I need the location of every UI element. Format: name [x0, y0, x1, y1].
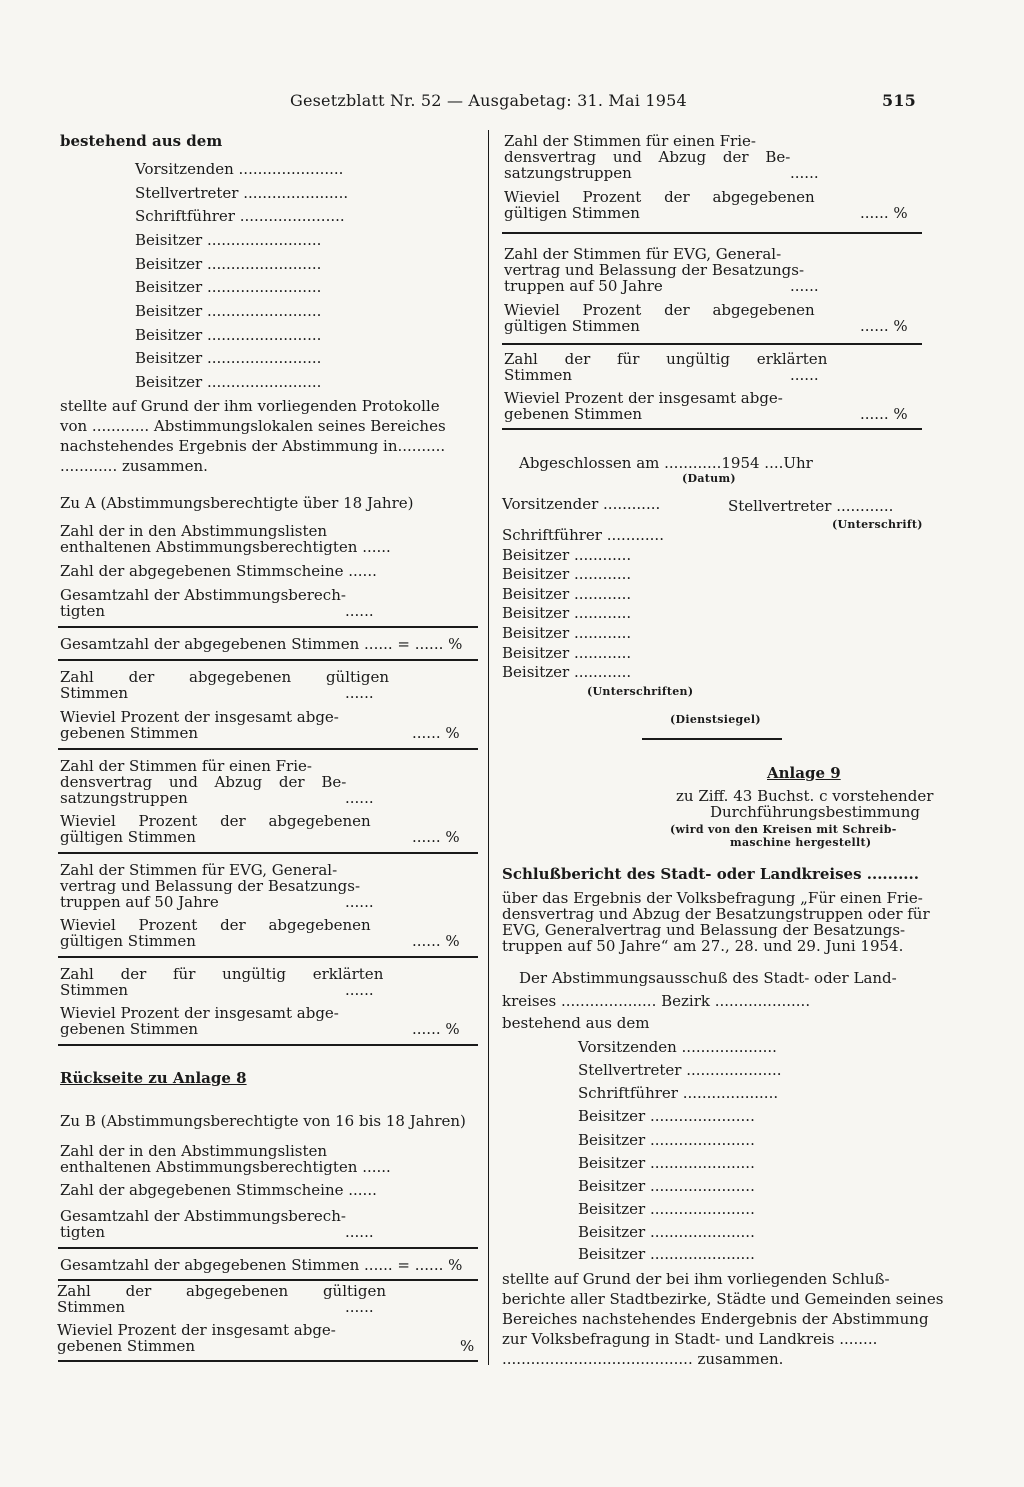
role-line: Schriftführer .................... [578, 1084, 779, 1102]
role-line: Beisitzer ...................... [578, 1200, 755, 1218]
b1-line: enthaltenen Abstimmungsberechtigten ...... [60, 1158, 391, 1176]
role-line: Beisitzer ........................ [135, 302, 322, 320]
rueckseite-heading: Rückseite zu Anlage 8 [60, 1069, 247, 1087]
r3-dots: ...... [790, 277, 819, 295]
r2-dots: ...... % [860, 204, 908, 222]
b1-line: Zahl der in den Abstimmungslisten [60, 1142, 328, 1160]
b3-dots: ...... [345, 1223, 374, 1241]
sig-line: Beisitzer ............ [502, 644, 632, 662]
a7-line: densvertrag und Abzug der Be- [60, 773, 347, 791]
rule [502, 428, 922, 430]
a5-line: Zahl der abgegebenen gültigen [60, 668, 389, 686]
r6-dots: ...... % [860, 405, 908, 423]
final-line: stellte auf Grund der bei ihm vorliegenden Schluß- [502, 1270, 890, 1288]
a10-line: Wieviel Prozent der abgegebenen [60, 916, 371, 934]
rule [642, 738, 782, 740]
unterschriften-label: (Unterschriften) [587, 685, 694, 698]
role-line: Vorsitzenden .................... [578, 1038, 777, 1056]
page-number: 515 [882, 91, 916, 110]
r3-line: vertrag und Belassung der Besatzungs- [504, 261, 805, 279]
b5-dots: ...... [345, 1298, 374, 1316]
b5-line: Stimmen [57, 1298, 126, 1316]
anlage-note-line: maschine hergestellt) [730, 836, 872, 849]
a9-line: vertrag und Belassung der Besatzungs- [60, 877, 361, 895]
a1-line: Zahl der in den Abstimmungslisten [60, 522, 328, 540]
section-heading-a: Zu A (Abstimmungsberechtigte über 18 Jahre) [60, 494, 414, 512]
role-line: Beisitzer ...................... [578, 1223, 755, 1241]
anlage-sub-line: Durchführungsbestimmung [710, 803, 920, 821]
rule [502, 343, 922, 345]
a9-line: Zahl der Stimmen für EVG, General- [60, 861, 338, 879]
unterschrift-label: (Unterschrift) [832, 518, 923, 531]
r1-dots: ...... [790, 164, 819, 182]
sig-line: Beisitzer ............ [502, 546, 632, 564]
sig-line: Schriftführer ............ [502, 526, 664, 544]
sig-line: Beisitzer ............ [502, 624, 632, 642]
sig-line: Beisitzer ............ [502, 663, 632, 681]
a7-line: Zahl der Stimmen für einen Frie- [60, 757, 312, 775]
r2-line: Wieviel Prozent der abgegebenen [504, 188, 815, 206]
para-line: ............ zusammen. [60, 457, 208, 475]
b3-line: tigten [60, 1223, 105, 1241]
role-line: Beisitzer ...................... [578, 1177, 755, 1195]
role-line: Beisitzer ........................ [135, 231, 322, 249]
r1-line: satzungstruppen [504, 164, 632, 182]
rule [58, 1279, 478, 1281]
b6-line: gebenen Stimmen [57, 1337, 196, 1355]
rule [58, 956, 478, 958]
role-line: Beisitzer ........................ [135, 373, 322, 391]
ausschuss-line: Der Abstimmungsausschuß des Stadt- oder Land- [519, 969, 897, 987]
a2-line: Zahl der abgegebenen Stimmscheine ...... [60, 562, 377, 580]
rule [502, 232, 922, 234]
para-line: stellte auf Grund der ihm vorliegenden Protokolle [60, 397, 440, 415]
final-line: Bereiches nachstehendes Endergebnis der Abstimmung [502, 1310, 929, 1328]
a6-line: Wieviel Prozent der insgesamt abge- [60, 708, 339, 726]
b5-line: Zahl der abgegebenen gültigen [57, 1282, 386, 1300]
b4-line: Gesamtzahl der abgegebenen Stimmen ...... = ...... % [60, 1256, 463, 1274]
left-intro: bestehend aus dem [60, 132, 223, 150]
rule [58, 852, 478, 854]
final-line: ........................................ zusammen. [502, 1350, 784, 1368]
r3-line: truppen auf 50 Jahre [504, 277, 663, 295]
role-line: Beisitzer ........................ [135, 278, 322, 296]
datum-label: (Datum) [682, 472, 736, 485]
a7-dots: ...... [345, 789, 374, 807]
a8-line: Wieviel Prozent der abgegebenen [60, 812, 371, 830]
sig-line: Beisitzer ............ [502, 585, 632, 603]
a11-line: Stimmen [60, 981, 129, 999]
right-intro: bestehend aus dem [502, 1014, 650, 1032]
role-line: Schriftführer ...................... [135, 207, 345, 225]
r4-dots: ...... % [860, 317, 908, 335]
r1-line: Zahl der Stimmen für einen Frie- [504, 132, 756, 150]
role-line: Beisitzer ........................ [135, 349, 322, 367]
role-line: Vorsitzenden ...................... [135, 160, 344, 178]
ausschuss-line: kreises .................... Bezirk .................... [502, 992, 811, 1010]
r3-line: Zahl der Stimmen für EVG, General- [504, 245, 782, 263]
b6-percent: % [460, 1337, 475, 1355]
a12-dots: ...... % [412, 1020, 460, 1038]
anlage-note-line: (wird von den Kreisen mit Schreib- [670, 823, 897, 836]
rule [58, 748, 478, 750]
a11-line: Zahl der für ungültig erklärten [60, 965, 384, 983]
para-line: von ............ Abstimmungslokalen seines Bereiches [60, 417, 446, 435]
section-heading-b: Zu B (Abstimmungsberechtigte von 16 bis 18 Jahren) [60, 1112, 466, 1130]
r2-line: gültigen Stimmen [504, 204, 640, 222]
a9-dots: ...... [345, 893, 374, 911]
a1-line: enthaltenen Abstimmungsberechtigten ...... [60, 538, 391, 556]
rule [58, 626, 478, 628]
r5-line: Stimmen [504, 366, 573, 384]
r1-line: densvertrag und Abzug der Be- [504, 148, 791, 166]
a5-line: Stimmen [60, 684, 129, 702]
role-line: Beisitzer ........................ [135, 255, 322, 273]
final-line: zur Volksbefragung in Stadt- und Landkreis ........ [502, 1330, 878, 1348]
a12-line: gebenen Stimmen [60, 1020, 199, 1038]
schluss-text-line: über das Ergebnis der Volksbefragung „Für einen Frie- [502, 889, 923, 907]
a3-dots: ...... [345, 602, 374, 620]
schlussbericht-heading: Schlußbericht des Stadt- oder Landkreises .......... [502, 865, 919, 883]
schluss-text-line: EVG, Generalvertrag und Belassung der Besatzungs- [502, 921, 906, 939]
schluss-text-line: densvertrag und Abzug der Besatzungstruppen oder für [502, 905, 930, 923]
column-divider [488, 130, 489, 1365]
a5-dots: ...... [345, 684, 374, 702]
para-line: nachstehendes Ergebnis der Abstimmung in.......... [60, 437, 446, 455]
b6-line: Wieviel Prozent der insgesamt abge- [57, 1321, 336, 1339]
a3-line: tigten [60, 602, 105, 620]
rule [58, 1044, 478, 1046]
a8-dots: ...... % [412, 828, 460, 846]
role-line: Beisitzer ...................... [578, 1131, 755, 1149]
role-line: Beisitzer ...................... [578, 1245, 755, 1263]
rule [58, 659, 478, 661]
rule [58, 1360, 478, 1362]
r5-dots: ...... [790, 366, 819, 384]
role-line: Stellvertreter .................... [578, 1061, 782, 1079]
schluss-text-line: truppen auf 50 Jahre“ am 27., 28. und 29. Juni 1954. [502, 937, 904, 955]
b2-line: Zahl der abgegebenen Stimmscheine ...... [60, 1181, 377, 1199]
a9-line: truppen auf 50 Jahre [60, 893, 219, 911]
a10-dots: ...... % [412, 932, 460, 950]
role-line: Stellvertreter ...................... [135, 184, 349, 202]
a3-line: Gesamtzahl der Abstimmungsberech- [60, 586, 346, 604]
role-line: Beisitzer ........................ [135, 326, 322, 344]
a6-dots: ...... % [412, 724, 460, 742]
r6-line: Wieviel Prozent der insgesamt abge- [504, 389, 783, 407]
r6-line: gebenen Stimmen [504, 405, 643, 423]
vorsitzender-line: Vorsitzender ............ [502, 495, 661, 513]
a11-dots: ...... [345, 981, 374, 999]
a10-line: gültigen Stimmen [60, 932, 196, 950]
anlage-sub-line: zu Ziff. 43 Buchst. c vorstehender [676, 787, 934, 805]
r4-line: gültigen Stimmen [504, 317, 640, 335]
b3-line: Gesamtzahl der Abstimmungsberech- [60, 1207, 346, 1225]
rule [58, 1247, 478, 1249]
a7-line: satzungstruppen [60, 789, 188, 807]
a6-line: gebenen Stimmen [60, 724, 199, 742]
a8-line: gültigen Stimmen [60, 828, 196, 846]
anlage-9-heading: Anlage 9 [767, 764, 841, 782]
closed-line: Abgeschlossen am ............1954 ....Uhr [519, 454, 813, 472]
final-line: berichte aller Stadtbezirke, Städte und Gemeinden seines [502, 1290, 944, 1308]
r5-line: Zahl der für ungültig erklärten [504, 350, 828, 368]
a12-line: Wieviel Prozent der insgesamt abge- [60, 1004, 339, 1022]
stellvertreter-line: Stellvertreter ............ [728, 497, 894, 515]
role-line: Beisitzer ...................... [578, 1154, 755, 1172]
sig-line: Beisitzer ............ [502, 565, 632, 583]
page-header-title: Gesetzblatt Nr. 52 — Ausgabetag: 31. Mai 1954 [290, 91, 687, 110]
dienstsiegel-label: (Dienstsiegel) [670, 713, 761, 726]
a4-line: Gesamtzahl der abgegebenen Stimmen ...... = ...... % [60, 635, 463, 653]
sig-line: Beisitzer ............ [502, 604, 632, 622]
r4-line: Wieviel Prozent der abgegebenen [504, 301, 815, 319]
role-line: Beisitzer ...................... [578, 1107, 755, 1125]
